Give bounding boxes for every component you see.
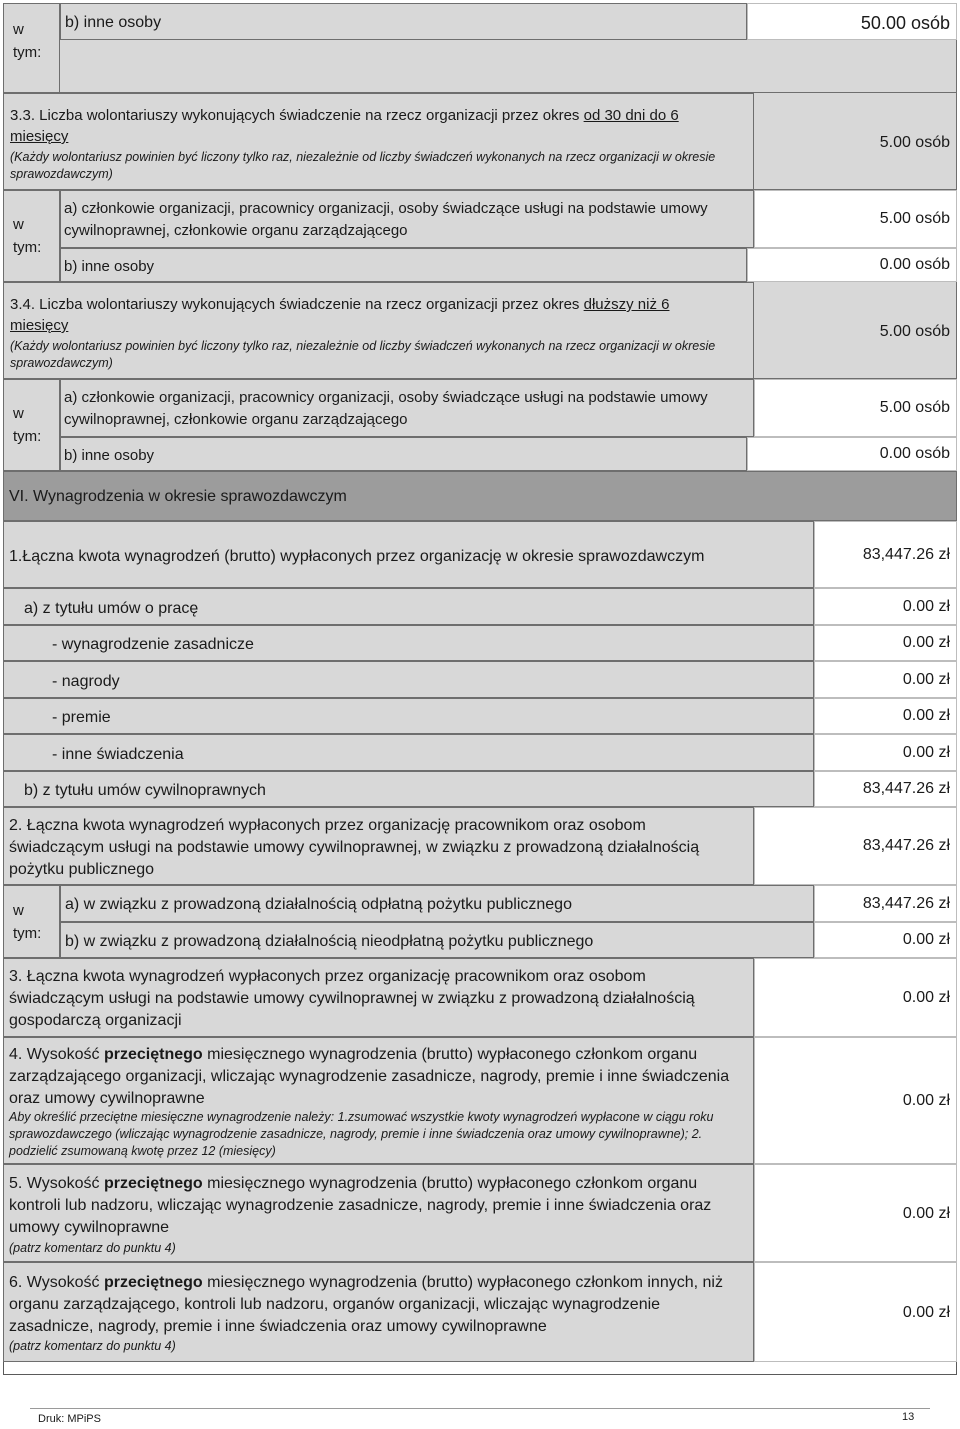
- r1-label-cell: [3, 521, 814, 588]
- s33-title-line2: miesięcy: [10, 128, 69, 145]
- footer-page-number: 13: [902, 1411, 915, 1423]
- r1-sub-label-cell: [3, 698, 814, 734]
- s33-b-label: b) inne osoby: [64, 258, 155, 275]
- s34-a-label-cell: [60, 379, 754, 437]
- r1-value: 83,447.26 zł: [862, 546, 950, 563]
- r5-label-cell: [3, 1164, 754, 1262]
- r2-b-value-cell: [814, 922, 957, 958]
- r2-value-cell: [754, 807, 957, 885]
- w-tym-label: w tym:: [13, 902, 42, 942]
- r6-note: (patrz komentarz do punktu 4): [9, 1339, 176, 1353]
- top-gray-fill: [60, 40, 957, 93]
- r1-sub-label-cell: [3, 734, 814, 771]
- w-tym-label: w tym:: [13, 405, 42, 445]
- top-b-label: b) inne osoby: [65, 14, 162, 31]
- s34-header-cell: [3, 282, 754, 379]
- s33-title: 3.3. Liczba wolontariuszy wykonujących świadczenie na rzecz organizacji przez okres od 30 dni do 6: [10, 107, 679, 124]
- s33-value-cell: [754, 93, 957, 190]
- s33-value: 5.00 osób: [879, 134, 950, 151]
- r2-b-label-cell: [60, 922, 814, 958]
- r4-value-cell: [754, 1037, 957, 1164]
- r5-value-cell: [754, 1164, 957, 1262]
- s34-a-label: a) członkowie organizacji, pracownicy organizacji, osoby świadczące usługi na podstawie umowy cywilnoprawnej, członkowie organu zarządzającego: [64, 389, 708, 428]
- r1-sub-label: a) z tytułu umów o pracę: [24, 600, 199, 617]
- r6-value: 0.00 zł: [902, 1304, 950, 1321]
- r1-sub-value-cell: [814, 771, 957, 807]
- s33-b-value: 0.00 osób: [879, 256, 950, 273]
- s33-a-value: 5.00 osób: [879, 210, 950, 227]
- r5-label: 5. Wysokość przeciętnego miesięcznego wynagrodzenia (brutto) wypłaconego członkom organu kontroli lub nadzoru, wliczając wynagrodzenie zasadnicze, nagrody, premie i inne świadczenia oraz umowy cywilnoprawne: [9, 1175, 712, 1236]
- r1-sub-value: 0.00 zł: [902, 744, 950, 761]
- r1-sub-label: b) z tytułu umów cywilnoprawnych: [24, 782, 266, 799]
- s33-a-value-cell: [754, 190, 957, 248]
- r3-value: 0.00 zł: [902, 989, 950, 1006]
- s34-w-tym-cell: [3, 379, 60, 471]
- s33-note: (Każdy wolontariusz powinien być liczony tylko raz, niezależnie od liczby świadczeń wykonanych na rzecz organizacji w okresie sprawozdawczym): [10, 150, 716, 181]
- s33-header-cell: [3, 93, 754, 190]
- r2-w-tym-cell: [3, 885, 60, 958]
- r4-note: Aby określić przeciętne miesięczne wynagrodzenie należy: 1.zsumować wszystkie kwoty wynagrodzeń wypłacone w ciągu roku sprawozdawczego (wliczając wynagrodzenie zasadnicze, nagrody, premie i inne świadczenia oraz umowy cywilnoprawne); 2. podzielić zsumowaną kwotę przez 12 (miesięcy): [9, 1110, 714, 1158]
- r5-value: 0.00 zł: [902, 1205, 950, 1222]
- r3-label-cell: [3, 958, 754, 1037]
- s34-title-line2: miesięcy: [10, 317, 69, 334]
- s34-b-label-cell: [60, 437, 747, 471]
- r1-sub-value-cell: [814, 661, 957, 698]
- r6-value-cell: [754, 1262, 957, 1362]
- w-tym-label: w tym:: [13, 216, 42, 256]
- r2-a-label: a) w związku z prowadzoną działalnością odpłatną pożytku publicznego: [65, 896, 572, 913]
- s34-value: 5.00 osób: [879, 323, 950, 340]
- s34-b-value: 0.00 osób: [879, 445, 950, 462]
- w-tym-label: w tym:: [13, 21, 42, 61]
- r3-value-cell: [754, 958, 957, 1037]
- r1-value-cell: [814, 521, 957, 588]
- r1-sub-value: 83,447.26 zł: [862, 780, 950, 797]
- r2-b-value: 0.00 zł: [902, 931, 950, 948]
- r1-sub-value: 0.00 zł: [902, 671, 950, 688]
- s33-a-label: a) członkowie organizacji, pracownicy organizacji, osoby świadczące usługi na podstawie umowy cywilnoprawnej, członkowie organu zarządzającego: [64, 200, 708, 239]
- r2-a-value-cell: [814, 885, 957, 922]
- footer-divider: [30, 1408, 930, 1409]
- s33-a-label-cell: [60, 190, 754, 248]
- r1-sub-label: - wynagrodzenie zasadnicze: [52, 636, 254, 653]
- s34-a-value-cell: [754, 379, 957, 437]
- r1-sub-label: - inne świadczenia: [52, 746, 184, 763]
- top-b-value-cell: [747, 3, 957, 40]
- r6-label-cell: [3, 1262, 754, 1362]
- r3-label: 3. Łączna kwota wynagrodzeń wypłaconych przez organizację pracownikom oraz osobom świadczącym usługi na podstawie umowy cywilnoprawnej w związku z prowadzoną działalnością gospodarczą organizacji: [9, 968, 695, 1029]
- r1-sub-label: - premie: [52, 709, 111, 726]
- r2-a-value: 83,447.26 zł: [862, 895, 950, 912]
- footer-print-label: Druk: MPiPS: [38, 1413, 101, 1425]
- s34-note: (Każdy wolontariusz powinien być liczony tylko raz, niezależnie od liczby świadczeń wykonanych na rzecz organizacji w okresie sprawozdawczym): [10, 339, 716, 370]
- section6-title: VI. Wynagrodzenia w okresie sprawozdawczym: [9, 488, 347, 505]
- r4-label: 4. Wysokość przeciętnego miesięcznego wynagrodzenia (brutto) wypłaconego członkom organu zarządzającego organizacji, wliczając wynagrodzenie zasadnicze, nagrody, premie i inne świadczenia oraz umowy cywilnoprawne: [9, 1046, 730, 1107]
- s34-a-value: 5.00 osób: [879, 399, 950, 416]
- top-b-value: 50.00 osób: [860, 13, 950, 33]
- w-tym-cell: [3, 3, 60, 93]
- r1-sub-value-cell: [814, 734, 957, 771]
- r2-label: 2. Łączna kwota wynagrodzeń wypłaconych przez organizację pracownikom oraz osobom świadczącym usługi na podstawie umowy cywilnoprawnej, w związku z prowadzoną działalnością pożytku publicznego: [9, 817, 700, 878]
- r1-label: 1.Łączna kwota wynagrodzeń (brutto) wypłaconych przez organizację w okresie sprawozdawczym: [9, 548, 705, 565]
- r2-label-cell: [3, 807, 754, 885]
- r5-note: (patrz komentarz do punktu 4): [9, 1241, 176, 1255]
- r2-a-label-cell: [60, 885, 814, 922]
- r1-sub-label-cell: [3, 661, 814, 698]
- r1-sub-value-cell: [814, 698, 957, 734]
- s34-b-label: b) inne osoby: [64, 447, 155, 464]
- top-b-label-cell: [60, 3, 747, 40]
- r1-sub-label-cell: [3, 771, 814, 807]
- r1-sub-value: 0.00 zł: [902, 634, 950, 651]
- r2-value: 83,447.26 zł: [862, 837, 950, 854]
- r1-sub-value: 0.00 zł: [902, 707, 950, 724]
- r4-value: 0.00 zł: [902, 1092, 950, 1109]
- r6-label: 6. Wysokość przeciętnego miesięcznego wynagrodzenia (brutto) wypłaconego członkom innych, niż organu zarządzającego, kontroli lub nadzoru, organów organizacji, wliczając wynagrodzenie zasadnicze, nagrody, premie i inne świadczenia oraz umowy cywilnoprawne: [9, 1274, 723, 1335]
- r1-sub-label-cell: [3, 588, 814, 625]
- s34-value-cell: [754, 282, 957, 379]
- r1-sub-label-cell: [3, 625, 814, 661]
- r1-sub-label: - nagrody: [52, 673, 120, 690]
- s34-title: 3.4. Liczba wolontariuszy wykonujących świadczenie na rzecz organizacji przez okres dłuższy niż 6: [10, 296, 670, 313]
- r1-sub-value: 0.00 zł: [902, 598, 950, 615]
- r1-sub-value-cell: [814, 625, 957, 661]
- s34-b-value-cell: [747, 437, 957, 471]
- r2-b-label: b) w związku z prowadzoną działalnością nieodpłatną pożytku publicznego: [65, 933, 594, 950]
- s33-w-tym-cell: [3, 190, 60, 282]
- s33-b-label-cell: [60, 248, 747, 282]
- section6-header: [3, 471, 957, 521]
- r1-sub-value-cell: [814, 588, 957, 625]
- r4-label-cell: [3, 1037, 754, 1164]
- s33-b-value-cell: [747, 248, 957, 282]
